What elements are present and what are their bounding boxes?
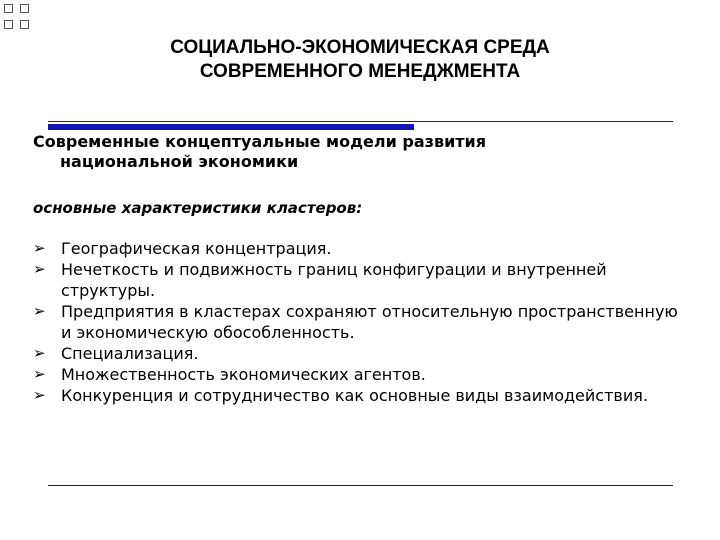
bullet-text: Предприятия в кластерах сохраняют относительную пространственную и экономическую обособленность. bbox=[61, 302, 678, 342]
arrowhead-bullet-icon: ➢ bbox=[33, 365, 46, 383]
list-item bbox=[33, 301, 683, 343]
list-item bbox=[33, 238, 683, 259]
bullet-list bbox=[33, 238, 683, 406]
decor-square-2 bbox=[20, 4, 29, 13]
subtitle-line-1: Современные концептуальные модели развития bbox=[33, 132, 487, 151]
bullet-text: Конкуренция и сотрудничество как основные виды взаимодействия. bbox=[61, 386, 648, 405]
bullet-text: Множественность экономических агентов. bbox=[61, 365, 426, 384]
arrowhead-bullet-icon: ➢ bbox=[33, 239, 46, 257]
accent-bar bbox=[48, 124, 414, 130]
slide-title bbox=[60, 36, 660, 84]
bullet-text: Нечеткость и подвижность границ конфигурации и внутренней структуры. bbox=[61, 260, 607, 300]
list-item bbox=[33, 364, 683, 385]
list-item bbox=[33, 343, 683, 364]
arrowhead-bullet-icon: ➢ bbox=[33, 260, 46, 278]
subtitle bbox=[33, 132, 673, 172]
arrowhead-bullet-icon: ➢ bbox=[33, 302, 46, 320]
decor-square-3 bbox=[4, 20, 13, 29]
list-item bbox=[33, 259, 683, 301]
title-line-1: СОЦИАЛЬНО-ЭКОНОМИЧЕСКАЯ СРЕДА bbox=[170, 37, 550, 58]
decor-square-1 bbox=[4, 4, 13, 13]
list-item bbox=[33, 385, 683, 406]
bullet-text: Специализация. bbox=[61, 344, 199, 363]
subtitle-line-2: национальной экономики bbox=[60, 152, 299, 171]
arrowhead-bullet-icon: ➢ bbox=[33, 386, 46, 404]
section-heading: основные характеристики кластеров: bbox=[33, 199, 363, 217]
arrowhead-bullet-icon: ➢ bbox=[33, 344, 46, 362]
top-divider bbox=[48, 121, 673, 122]
decor-square-4 bbox=[20, 20, 29, 29]
bullet-text: Географическая концентрация. bbox=[61, 239, 332, 258]
title-line-2: СОВРЕМЕННОГО МЕНЕДЖМЕНТА bbox=[199, 61, 521, 82]
bottom-divider bbox=[48, 485, 673, 486]
